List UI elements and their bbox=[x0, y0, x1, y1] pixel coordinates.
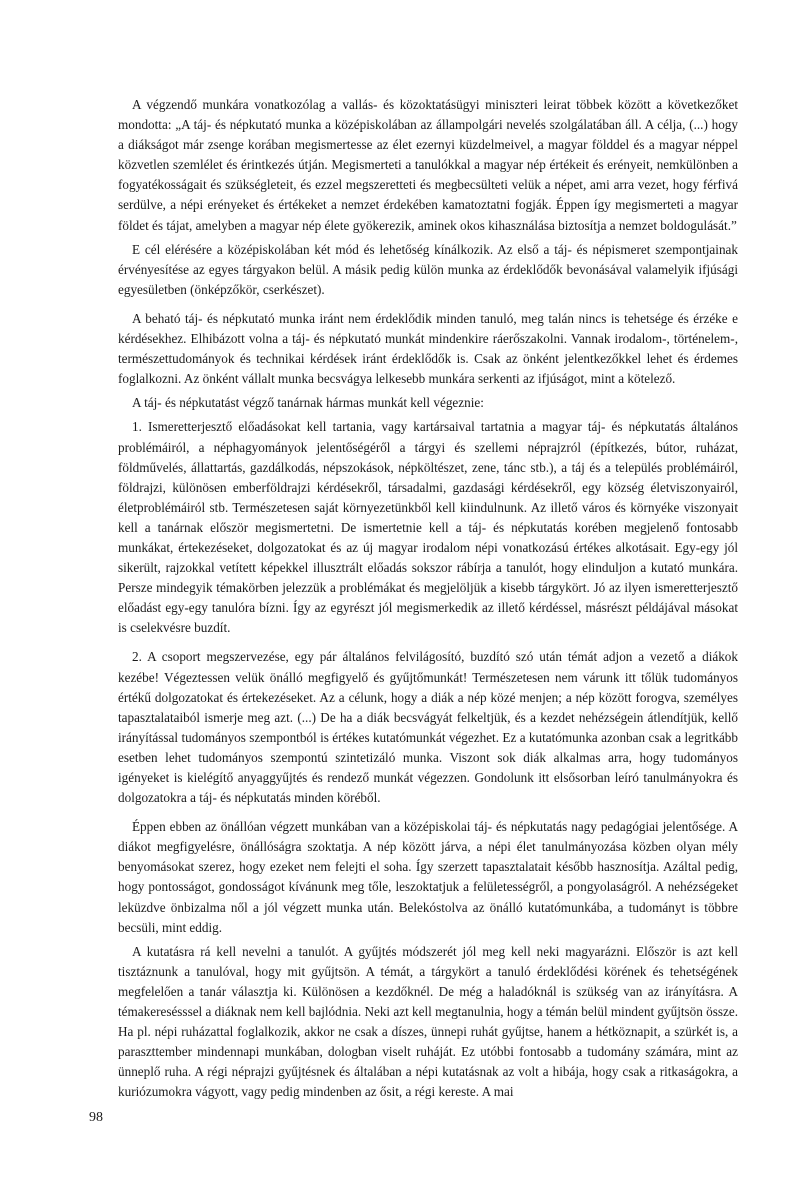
page-number: 98 bbox=[89, 1110, 103, 1125]
paragraph-4: A táj- és népkutatást végző tanárnak hármas munkát kell végeznie: bbox=[132, 395, 484, 411]
numbered-paragraph-1: 1. Ismeretterjesztő előadásokat kell tartania, vagy kartársaival tartatnia a magyar táj- és népkutatás általános problémáiról, a néphagyományok jelentőségéről a tárgyi és szellemi néprajzról (építkezés, bútor, ruházat, földművelés, állattartás, gazdálkodás, népszokások, népköltészet, zene, tánc stb.), a táj és a település problémáiról, földrajzi, különösen emberföldrajzi kérdésekről, társadalmi, gazdasági kérdésekről, egy község életviszonyairól, életproblémáiról stb. Természetesen saját környezetünkből kell kiindulnunk. Az illető város és környéke viszonyait kell a tanárnak először megismertetni. De ismertetnie kell a táj- és népkutatás korében megjelenő fontosabb munkákat, értekezéseket, dolgozatokat és az új magyar irodalom népi vonatkozású értékes alkotásait. Egy-egy jól sikerült, rajzokkal vetített képekkel illusztrált előadás sokszor rábírja a tanulót, hogy elinduljon a kutató munkára. Persze mindegyik témakörben jelezzük a problémákat és megjelöljük a kisebb tárgykört. Jó az ilyen ismeretterjesztő előadást egy-egy tanulóra bízni. Így az egyrészt jól megismerkedik az illető kérdéssel, másrészt példájával másokat is cselekvésre buzdít. bbox=[118, 419, 738, 636]
paragraph-8: A kutatásra rá kell nevelni a tanulót. A gyűjtés módszerét jól meg kell neki magyarázni. Először is azt kell tisztáznunk a tanulóval, hogy mit gyűjtsön. A témát, a tárgykört a tanuló érdeklődési körének és tehetségének megfelelően a tanár választja ki. Különösen a kezdőknél. De még a haladóknál is szükség van az irányításra. A témakeresésssel a diáknak nem kell bajlódnia. Neki azt kell megtanulnia, hogy a témán belül mindent gyűjtsön össze. Ha pl. népi ruházattal foglalkozik, akkor ne csak a díszes, ünnepi ruhát gyűjtse, hanem a hétköznapit, a szürkét is, a paraszttember mindennapi munkában, dologban viselt ruháját. Ez utóbbi fontosabb a tudomány számára, mint az ünneplő ruha. A régi néprajzi gyűjtésnek és általában a népi kutatásnak az volt a hibája, hogy csak a ritkaságokra, a kuriózumokra vágyott, vagy pedig mindenben az ősit, a régi kereste. A mai bbox=[118, 943, 739, 1100]
paragraph-3: A beható táj- és népkutató munka iránt nem érdeklődik minden tanuló, meg talán nincs is tehetsége és érzéke e kérdésekhez. Elhibázott volna a táj- és népkutató munkát mindenkire ráerőszakolni. Vannak irodalom-, történelem-, természettudományok és technikai kérdések iránt érdeklődők is. Csak az önként jelentkezőkkel lehet és érdemes foglalkozni. Az önként vállalt munka becsvágya lelkesebb munkára serkenti az ifjúságot, mint a kötelező. bbox=[118, 310, 738, 387]
body-text bbox=[118, 95, 738, 1103]
numbered-paragraph-2: 2. A csoport megszervezése, egy pár általános felvilágosító, buzdító szó után témát adjon a vezető a diákok kezébe! Végeztessen velük önálló megfigyelő és gyűjtőmunkát! Természetesen nem várunk itt tőlük tudományos értékű dolgozatokat és értekezéseket. Az a célunk, hogy a diák a nép közé menjen; a nép között forogva, személyes tapasztalataiból ismerje meg azt. (...) De ha a diák becsvágyát felkeltjük, és a kezdet nehézségein átlendítjük, kellő irányítással tudományos szempontból is értékes kutatómunkát végezhet. Ez a kutatómunka azonban csak a legritkább esetben lehet tudományos szempontú szintetizáló munka. Viszont sok diák alkalmas arra, hogy tudományos igényeket is kielégítő anyaggyűjtés és rendező munkát végezzen. Gondolunk itt elsősorban leíró tanulmányokra és dolgozatokra a táj- és népkutatás minden köréből. bbox=[118, 649, 738, 806]
paragraph-2: E cél elérésére a középiskolában két mód és lehetőség kínálkozik. Az első a táj- és népismeret szempontjainak érvényesítése az egyes tárgyakon belül. A másik pedig külön munka az érdeklődők bevonásával valamelyik ifjúsági egyesületben (önképzőkör, cserkészet). bbox=[118, 241, 738, 297]
paragraph-1: A végzendő munkára vonatkozólag a vallás- és közoktatásügyi miniszteri leirat többek között a következőket mondotta: „A táj- és népkutató munka a középiskolában az állampolgári nevelés szolgálatában áll. A célja, (...) hogy a diákságot már zsenge korában megismertesse az élet ezernyi küzdelmeivel, a magyar földdel és a magyar néppel közvetlen szemlélet és érintkezés útján. Megismerteti a tanulókkal a magyar nép értékeit és erényeit, nemkülönben a fogyatékosságait és szükségleteit, és ezzel megszeretteti és megbecsülteti velük a népet, ami arra vezet, hogy férfivá serdülve, a népi erényeket és értékeket a nemzet érdekében kamatoztatni fogják. Éppen így megismerteti a magyar földet és tájat, amelyben a magyar nép élete gyökerezik, aminek okos kihasználása biztosítja a nemzet boldogulását.” bbox=[118, 97, 738, 233]
paragraph-7: Éppen ebben az önállóan végzett munkában van a középiskolai táj- és népkutatás nagy pedagógiai jelentősége. A diákot megfigyelésre, önállóságra szoktatja. A nép között járva, a népi élet tanulmányozása közben olyan mély benyomásokat szerez, hogy ezeket nem felejti el soha. Így szerzett tapasztalatait később hasznosítja. Azáltal pedig, hogy pontosságot, gondosságot kívánunk meg tőle, leszoktatjuk a felületességről, a pongyolaságról. A nehézségeket leküzdve önbizalma nől a jól végzett munka után. Belekóstolva az önálló kutatómunkába, a tudományt is többre becsüli, mint eddig. bbox=[118, 819, 738, 935]
